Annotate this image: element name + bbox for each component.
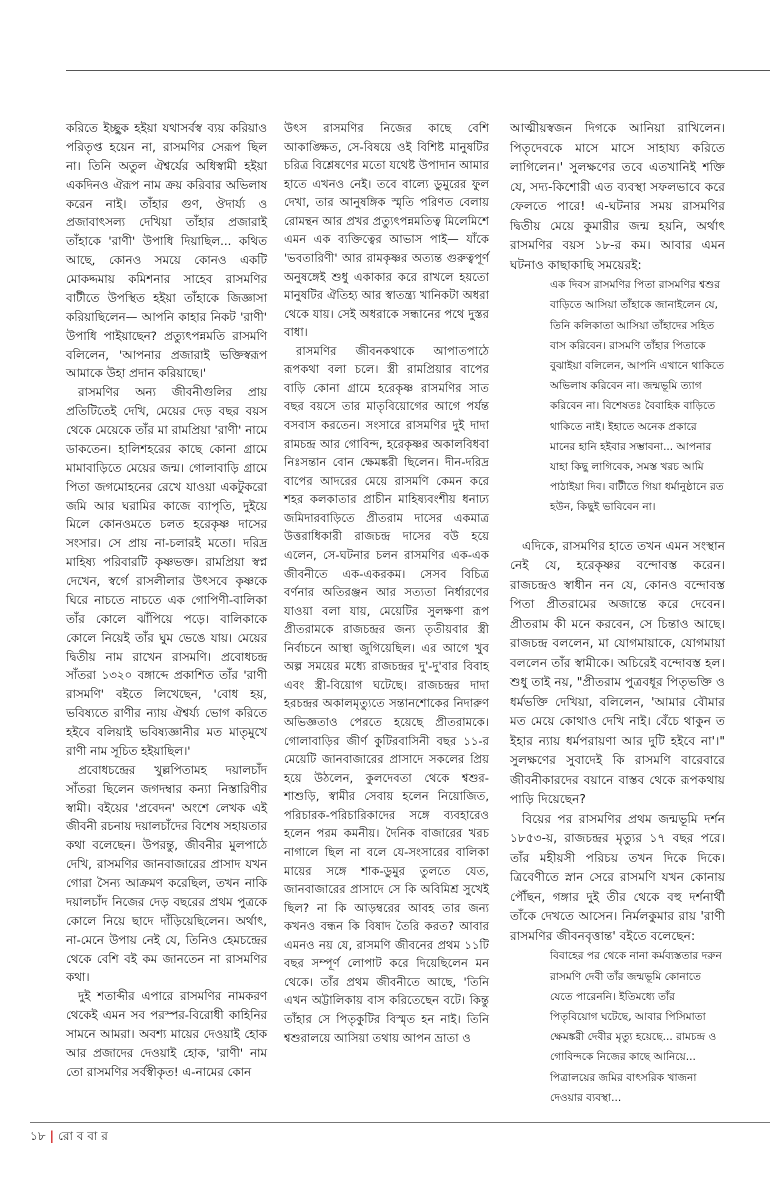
paragraph: প্রবোধচন্দ্রের খুল্লপিতামহ দয়ালচাঁদ সাঁতরা ছিলেন জগদম্বার কন্যা নিস্তারিণীর স্বামী। বইয়ের 'প্রবেদন' অংশে লেখক এই জীবনী রচনায় দয়ালচাঁদের বিশেষ সহায়তার কথা বলেছেন। উপরন্তু, জীবনীর মুলপাঠে দেখি, রাসমণির জানবাজারের প্রাসাদ যখন গোরা সৈন্য আক্রমণ করেছিল, তখন নাকি দয়ালচাঁদ নিজের দেড় বছরের প্রথম পুত্রকে কোলে নিয়ে ছাদে দাঁড়িয়েছিলেন। অর্থাৎ, না-মেনে উপায় নেই যে, তিনিও হেমচন্দ্রের থেকে বেশি বই কম জানতেন না রাসমণির কথা। xyxy=(66,762,267,985)
quote-text: এক দিবস রাসমণির পিতা রাসমণির শ্বশুর বাড়িতে আসিয়া তাঁহাকে জানাইলেন যে, তিনি কলিকাতা আসিয়া তাঁহাদের সহিত বাস করিবেন। রাসমণি তাঁহার পিতাকে বুঝাইয়া বলিলেন, আপনি এখানে থাকিতে অভিলাষ করিবেন না। জন্মভূমি ত্যাগ করিবেন না। বিশেষতঃ বৈবাহিক বাড়িতে থাকিতে নাই। ইহাতে অনেক প্রকারে মানের হানি হইবার সম্ভাবনা... আপনার যাহা কিছু লাগিবেক, সমস্ত খরচ আমি পাঠাইয়া দিব। বাটীতে গিয়া ধর্মানুষ্ঠানে রত হউন, কিছুই ভাবিবেন না। xyxy=(550,279,725,514)
article-column-2 xyxy=(284,119,489,1047)
magazine-name: রো ব বা র xyxy=(57,1129,108,1143)
paragraph: বিয়ের পর রাসমণির প্রথম জন্মভূমি দর্শন ১৮৫৩-য়, রাজচন্দ্রর মৃত্যুর ১৭ বছর পরে। তাঁর মহীয়সী পরিচয় তখন দিকে দিকে। ত্রিবেণীতে স্নান সেরে রাসমণি যখন কোনায় পৌঁছন, গঙ্গার দুই তীর থেকে বহু দর্শনার্থী তাঁকে দেখতে আসেন। নির্মলকুমার রায় 'রাণী রাসমণির জীবনবৃত্তান্ত' বইতে বলেছেন: xyxy=(510,811,725,943)
block-quote xyxy=(550,275,725,517)
quote-text: বিবাহের পর থেকে নানা কর্মব্যস্ততার দরুন রাসমণি দেবী তাঁর জন্মভূমি কোনাতে যেতে পারেননি। ইতিমধ্যে তাঁর পিতৃবিয়োগ ঘটেছে, আবার পিসিমাতা ক্ষেমঙ্করী দেবীর মৃত্যু হয়েছে... রামচন্দ্র ও গোবিন্দকে নিজের কাছে আনিয়ে... পিত্রালয়ের জমির বাৎসরিক খাজনা দেওয়ার ব্যবস্থা... xyxy=(550,950,722,1104)
paragraph: আত্মীয়স্বজন দিগকে আনিয়া রাখিলেন। পিতৃদেবকে মাসে মাসে সাহায্য করিতে লাগিলেন।' সুলক্ষণের তবে এতখানিই শক্তি যে, সদ্য-কিশোরী এত ব্যবস্থা সফলভাবে করে ফেলতে পারে! এ-ঘটনার সময় রাসমণির দ্বিতীয় মেয়ে কুমারীর জন্ম হয়নি, অর্থাৎ রাসমণির বয়স ১৮-র কম। আবার এমন ঘটনাও কাছাকাছি সময়েরই: xyxy=(510,121,725,272)
article-column-3 xyxy=(510,119,725,1108)
paragraph: দুই শতাব্দীর এপারে রাসমণির নামকরণ থেকেই এমন সব পরস্পর-বিরোধী কাহিনির সামনে আমরা। অবশ্য মায়ের দেওয়াই হোক আর প্রজাদের দেওয়াই হোক, 'রাণী' নাম তো রাসমণির সর্বস্বীকৃত! এ-নামের কোন xyxy=(66,989,267,1079)
footer-separator: | xyxy=(49,1129,54,1143)
paragraph: করিতে ইচ্ছুক হইয়া যথাসর্বস্ব ব্যয় করিয়াও পরিতৃপ্ত হয়েন না, রাসমণির সেরূপ ছিল না। তিনি অতুল ঐশ্বর্যের অধিস্বামী হইয়া একদিনও ঐরূপ নাম ক্রয় করিবার অভিলাষ করেন নাই। তাঁহার গুণ, ঔদার্য্য ও প্রজাবাৎসল্য দেখিয়া তাঁহার প্রজারাই তাঁহাকে 'রাণী' উপাধি দিয়াছিল... কথিত আছে, কোনও সময়ে কোনও একটি মোকদ্দমায় কমিশনার সাহেব রাসমণির বাটীতে উপস্থিত হইয়া তাঁহাকে জিজ্ঞাসা করিয়াছিলেন— আপনি কাহার নিকট 'রাণী' উপাধি পাইয়াছেন? প্রত্যুৎপন্নমতি রাসমণি বলিলেন, 'আপনার প্রজারাই ভক্তিস্বরূপ আমাকে উহা প্রদান করিয়াছে।' xyxy=(66,121,267,381)
header-rule xyxy=(66,70,770,71)
page-footer xyxy=(30,1128,108,1148)
footer-rule xyxy=(30,1122,770,1123)
paragraph: রাসমণির অন্য জীবনীগুলির প্রায় প্রতিটিতেই দেখি, মেয়ের দেড় বছর বয়স থেকে মেয়েকে তাঁর মা রামপ্রিয়া 'রাণী' নামে ডাকতেন। হালিশহরের কাছে কোনা গ্রামে মামাবাড়িতে মেয়ের জন্ম। গোলাবাড়ি গ্রামে পিতা জগমোহনের রেখে যাওয়া একটুকরো জমি আর ঘরামির কাজে ব্যাপৃতি, দুইয়ে মিলে কোনওমতে চলত হরেকৃষ্ণ দাসের সংসার। সে প্রায় না-চলারই মতো। দরিদ্র মাহিষ্য পরিবারটি কৃষ্ণভক্ত। রামপ্রিয়া স্বপ্ন দেখেন, স্বর্গে রাসলীলার উৎসবে কৃষ্ণকে ঘিরে নাচতে নাচতে এক গোপিণী-বালিকা তাঁর কোলে ঝাঁপিয়ে পড়ে। বালিকাকে কোলে নিয়েই তাঁর ঘুম ভেঙে যায়। মেয়ের দ্বিতীয় নাম রাখেন রাসমণি। প্রবোধচন্দ্র সাঁতরা ১৩২০ বঙ্গাব্দে প্রকাশিত তাঁর 'রাণী রাসমণি' বইতে লিখেছেন, 'বোধ হয়, ভবিষ্যতে রাণীর ন্যায় ঐশ্বর্য্য ভোগ করিতে হইবে বলিয়াই ভবিষ্যজ্ঞানীর মত মাতৃমুখে রাণী নাম সূচিত হইয়াছিল।' xyxy=(66,385,267,758)
article-column-1 xyxy=(66,119,267,1082)
paragraph: এদিকে, রাসমণির হাতে তখন এমন সংস্থান নেই যে, হরেকৃষ্ণর বন্দোবস্ত করেন। রাজচন্দ্রও স্বাধীন নন যে, কোনও বন্দোবস্ত পিতা প্রীতরামের অজান্তে করে দেবেন। প্রীতরাম কী মনে করবেন, সে চিন্তাও আছে। রাজচন্দ্র বললেন, মা যোগমায়াকে, যোগমায়া বললেন তাঁর স্বামীকে। অচিরেই বন্দোবস্ত হল। শুধু তাই নয়, "প্রীতরাম পুত্রবধূর পিতৃভক্তি ও ধর্মভক্তি দেখিয়া, বলিলেন, 'আমার বৌমার মত মেয়ে কোথাও দেখি নাই। বেঁচে থাকুন ত ইহার ন্যায় ধর্মপরায়ণা আর দুটি হইবে না'।" সুলক্ষণের সুবাদেই কি রাসমণি বারেবারে জীবনীকারদের বয়ানে বাস্তব থেকে রূপকথায় পাড়ি দিয়েছেন? xyxy=(510,538,725,807)
page-number: ১৮ xyxy=(30,1129,46,1143)
paragraph: রাসমণির জীবনকথাকে আপাতপাঠে রূপকথা বলা চলে। স্ত্রী রামপ্রিয়ার বাপের বাড়ি কোনা গ্রামে হরেকৃষ্ণ রাসমণির সাত বছর বয়সে তার মাতৃবিয়োগের আগে পর্যন্ত বসবাস করতেন। সংসারে রাসমণির দুই দাদা রামচন্দ্র আর গোবিন্দ, হরেকৃষ্ণর অকালবিধবা নিঃসন্তান বোন ক্ষেমঙ্করী ছিলেন। দীন-দরিদ্র বাপের আদরের মেয়ে রাসমণি কেমন করে শহর কলকাতার প্রাচীন মাহিষ্যবংশীয় ধনাঢ্য জমিদারবাড়িতে প্রীতরাম দাসের একমাত্র উত্তরাধিকারী রাজচন্দ্র দাসের বউ হয়ে এলেন, সে-ঘটনার চলন রাসমণির এক-এক জীবনীতে এক-একরকম। সেসব বিচিত্র বর্ণনার অতিরঞ্জন আর সত্যতা নির্ধারণের যাওয়া বলা যায়, মেয়েটির সুলক্ষণা রূপ প্রীতরামকে রাজচন্দ্রর জন্য তৃতীয়বার স্ত্রী নির্বাচনে আস্থা জুগিয়েছিল। এর আগে খুব অল্প সময়ের মধ্যে রাজচন্দ্রর দু'-দু'বার বিবাহ এবং স্ত্রী-বিয়োগ ঘটেছে। রাজচন্দ্রর দাদা হরচন্দ্রর অকালমৃত্যুতে সন্তানশোকের নিদারুণ অভিজ্ঞতাও পেরতে হয়েছে প্রীতরামকে। গোলাবাড়ির জীর্ণ কুটিরবাসিনী বছর ১১-র মেয়েটি জানবাজারের প্রাসাদে সকলের প্রিয় হয়ে উঠলেন, কুলদেবতা থেকে শ্বশুর-শাশুড়ি, স্বামীর সেবায় হলেন নিয়োজিত, পরিচারক-পরিচারিকাদের সঙ্গে ব্যবহারেও হলেন পরম কমনীয়। দৈনিক বাজারের খরচ নাগালে ছিল না বলে যে-সংসারের বালিকা মায়ের সঙ্গে শাক-ডুমুর তুলতে যেত, জানবাজারের প্রাসাদে সে কি অবিমিশ্র সুখেই ছিল? না কি আড়ম্বরের আবহ তার জন্য কখনও বন্ধন কি বিষাদ তৈরি করত? আবার এমনও নয় যে, রাসমণি জীবনের প্রথম ১১টি বছর সম্পূর্ণ লোপাট করে দিয়েছিলেন মন থেকে। তাঁর প্রথম জীবনীতে আছে, 'তিনি এখন অট্টালিকায় বাস করিতেছেন বটে। কিন্তু তাঁহার সে পিতৃকুটির বিস্মৃত হন নাই। তিনি শ্বশুরালয়ে আসিয়া তথায় আপন ভ্রাতা ও xyxy=(284,343,489,1045)
paragraph: উৎস রাসমণির নিজের কাছে বেশি আকাঙ্ক্ষিত, সে-বিষয়ে ওই বিশিষ্ট মানুষটির চরিত্র বিশ্লেষণের মতো যথেষ্ট উপাদান আমার হাতে এখনও নেই। তবে বাল্যে ডুমুরের ফুল দেখা, তার আনুষঙ্গিক স্মৃতি পরিণত বেলায় রোমন্থন আর প্রখর প্রত্যুৎপন্নমতিত্ব মিলেমিশে এমন এক ব্যক্তিত্বের আভাস পাই— যাঁকে 'ভবতারিণী' আর রামকৃষ্ণর অত্যন্ত গুরুত্বপূর্ণ অনুষঙ্গেই শুধু একাকার করে রাখলে হয়তো মানুষটির ঐতিহ্য আর স্বাতন্ত্র্য খানিকটা অধরা থেকে যায়। সেই অধরাকে সন্ধানের পথে দুস্তর বাধা। xyxy=(284,121,489,340)
block-quote xyxy=(550,946,725,1108)
